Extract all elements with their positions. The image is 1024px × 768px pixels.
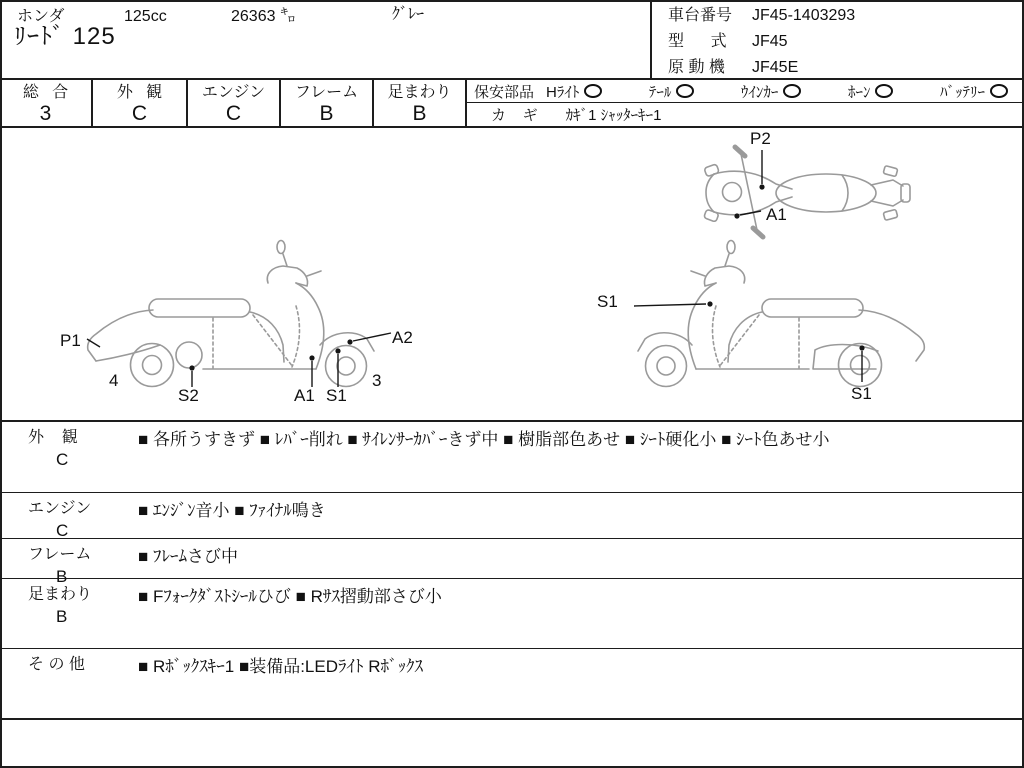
section-notes: ■ ﾌﾚｰﾑさび中 bbox=[138, 547, 238, 566]
grade-cell-frame bbox=[281, 80, 374, 126]
grade-cell-undercarriage bbox=[374, 80, 467, 126]
ok-circle-icon bbox=[990, 84, 1008, 98]
diagram-label-a1-top: A1 bbox=[766, 205, 787, 224]
grade-value: C bbox=[131, 102, 148, 125]
safety-item-label: ﾊﾞｯﾃﾘｰ bbox=[939, 83, 985, 101]
damage-diagram bbox=[0, 128, 1024, 420]
diagram-label-3: 3 bbox=[372, 371, 382, 390]
chassis-number-row bbox=[668, 5, 1024, 26]
section-grade: B bbox=[56, 607, 68, 626]
section-name: フレーム bbox=[28, 546, 92, 563]
section-name: そ の 他 bbox=[28, 656, 85, 673]
diagram-label-4: 4 bbox=[109, 371, 119, 390]
chassis-number-label: 車台番号 bbox=[668, 7, 733, 24]
safety-item-headlight bbox=[546, 81, 602, 102]
engine-code-value: JF45E bbox=[752, 59, 799, 76]
grade-cell-exterior bbox=[93, 80, 188, 126]
safety-parts-items bbox=[546, 81, 1008, 102]
section-undercarriage bbox=[0, 578, 1024, 648]
grade-cell-total bbox=[0, 80, 93, 126]
grade-label: 総 合 bbox=[22, 84, 69, 101]
grade-value: C bbox=[225, 102, 242, 125]
diagram-label-s2: S2 bbox=[178, 386, 199, 405]
grade-cell-engine bbox=[188, 80, 281, 126]
diagram-label-p2: P2 bbox=[750, 129, 771, 148]
section-notes: ■ 各所うすきず ■ ﾚﾊﾞｰ削れ ■ ｻｲﾚﾝｻｰｶﾊﾞｰきず中 ■ 樹脂部色あせ ■ ｼｰﾄ硬化小 ■ ｼｰﾄ色あせ小 bbox=[138, 430, 830, 449]
side-view-left-diagram bbox=[638, 241, 924, 387]
safety-item-label: ﾃｰﾙ bbox=[648, 83, 672, 101]
section-label bbox=[0, 493, 130, 538]
safety-item-taillight bbox=[649, 81, 695, 102]
diagram-label-a1: A1 bbox=[294, 386, 315, 405]
section-grade: B bbox=[56, 567, 68, 586]
section-engine bbox=[0, 492, 1024, 538]
scooter-line-art bbox=[0, 128, 1024, 420]
safety-item-label: ｳｲﾝｶｰ bbox=[740, 83, 779, 101]
key-label: カ ギ bbox=[491, 107, 538, 124]
section-name: 外 観 bbox=[28, 429, 78, 446]
section-frame bbox=[0, 538, 1024, 586]
body-color: ｸﾞﾚｰ bbox=[392, 6, 425, 23]
section-other bbox=[0, 648, 1024, 718]
model-name: ﾘｰﾄﾞ 125 bbox=[14, 23, 116, 50]
grade-row bbox=[0, 78, 1024, 128]
ok-circle-icon bbox=[875, 84, 893, 98]
diagram-label-s1-front: S1 bbox=[597, 292, 618, 311]
top-view-diagram bbox=[704, 147, 910, 237]
grade-label: フレーム bbox=[294, 84, 359, 101]
section-notes: ■ ｴﾝｼﾞﾝ音小 ■ ﾌｧｲﾅﾙ鳴き bbox=[138, 501, 326, 520]
model-code-row bbox=[668, 31, 1024, 52]
grade-label: 足まわり bbox=[387, 84, 452, 101]
key-value: ｶｷﾞ1 ｼｬｯﾀｰｷｰ1 bbox=[565, 107, 662, 124]
blank-footer-row bbox=[0, 718, 1024, 766]
engine-code-label: 原 動 機 bbox=[668, 59, 725, 76]
section-label bbox=[0, 539, 130, 586]
safety-item-label: Hﾗｲﾄ bbox=[546, 83, 580, 101]
section-notes: ■ Fﾌｫｰｸﾀﾞｽﾄｼｰﾙひび ■ Rｻｽ摺動部さび小 bbox=[138, 587, 442, 606]
condition-details bbox=[0, 420, 1024, 718]
section-label bbox=[0, 422, 130, 492]
ok-circle-icon bbox=[783, 84, 801, 98]
key-row bbox=[467, 103, 1024, 126]
safety-parts-box bbox=[467, 80, 1024, 126]
section-exterior bbox=[0, 420, 1024, 492]
grade-label: 外 観 bbox=[116, 84, 163, 101]
section-label bbox=[0, 579, 130, 648]
section-grade: C bbox=[56, 450, 69, 469]
engine-code-row bbox=[668, 57, 1024, 78]
model-code-label: 型 式 bbox=[668, 33, 727, 50]
section-name: エンジン bbox=[28, 500, 92, 517]
diagram-label-s1: S1 bbox=[326, 386, 347, 405]
maker-name: ホンダ bbox=[17, 8, 65, 25]
grade-value: B bbox=[412, 102, 427, 125]
safety-item-battery bbox=[940, 81, 1008, 102]
safety-item-horn bbox=[848, 81, 894, 102]
diagram-label-a2: A2 bbox=[392, 328, 413, 347]
safety-parts-row bbox=[467, 80, 1024, 103]
diagram-label-s1-rear: S1 bbox=[851, 384, 872, 403]
section-label bbox=[0, 649, 130, 718]
mileage: 26363 ㌔ bbox=[231, 8, 296, 25]
vehicle-id-box bbox=[650, 0, 1024, 78]
grade-value: B bbox=[319, 102, 334, 125]
section-notes: ■ Rﾎﾞｯｸｽｷｰ1 ■装備品:LEDﾗｲﾄ Rﾎﾞｯｸｽ bbox=[138, 657, 424, 676]
model-code-value: JF45 bbox=[752, 33, 788, 50]
section-grade: C bbox=[56, 521, 69, 540]
safety-parts-title: 保安部品 bbox=[474, 83, 535, 101]
side-view-right-diagram bbox=[88, 241, 374, 387]
ok-circle-icon bbox=[584, 84, 602, 98]
diagram-label-p1: P1 bbox=[60, 331, 81, 350]
safety-item-label: ﾎｰﾝ bbox=[847, 83, 871, 101]
chassis-number-value: JF45-1403293 bbox=[752, 7, 856, 24]
ok-circle-icon bbox=[676, 84, 694, 98]
displacement: 125cc bbox=[124, 8, 167, 25]
grade-value: 3 bbox=[39, 102, 52, 125]
grade-label: エンジン bbox=[201, 84, 266, 101]
safety-item-winker bbox=[741, 81, 802, 102]
section-name: 足まわり bbox=[28, 586, 93, 603]
